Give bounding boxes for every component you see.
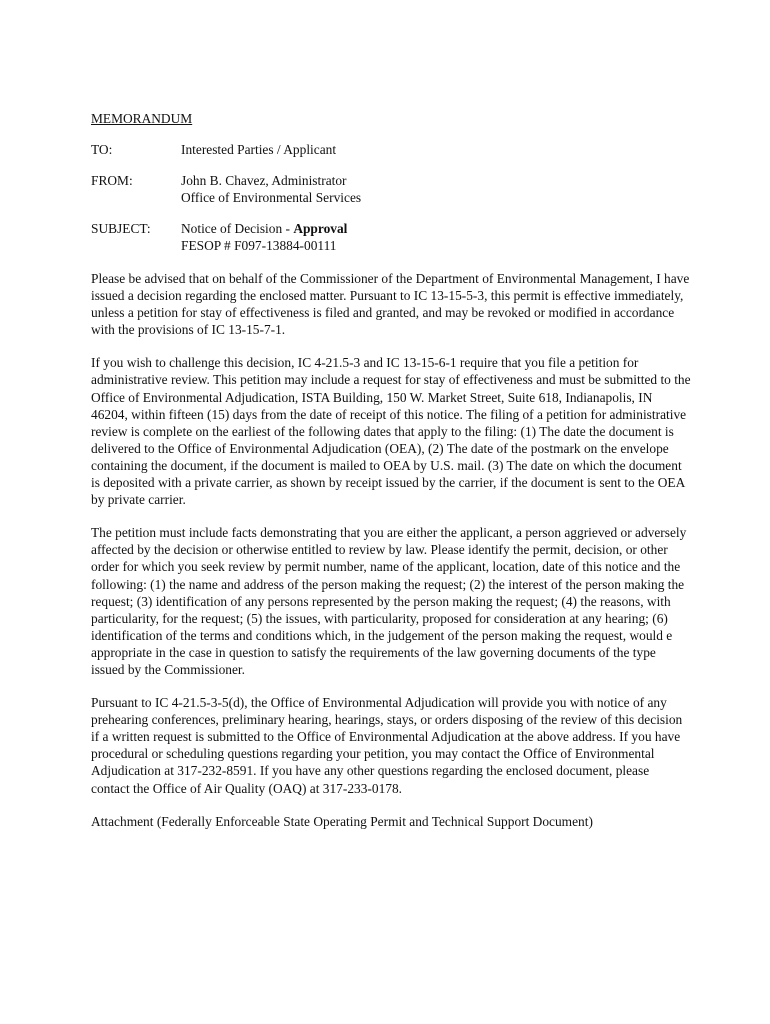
paragraph-procedures: Pursuant to IC 4-21.5-3-5(d), the Office of Environmental Adjudication will provide you with notice of any prehearing conferences, preliminary hearing, hearings, stays, or orders disposing of the review of this decision if a written request is submitted to the Office of Environmental Adjudication at the above address. If you have procedural or scheduling questions regarding your petition, you may contact the Office of Environmental Adjudication at 317-232-8591. If you have any other questions regarding the enclosed document, please contact the Office of Air Quality (OAQ) at 317-233-0178. xyxy=(91,695,683,796)
from-office: Office of Environmental Services xyxy=(181,190,362,205)
memo-to-row xyxy=(91,141,691,158)
paragraph-petition-contents: The petition must include facts demonstrating that you are either the applicant, a person aggrieved or adversely affected by the decision or otherwise entitled to review by law. Please identify the permit, decision, or other order for which you seek review by permit number, name of the applicant, location, date of this notice and the following: (1) the name and address of the person making the request; (2) the interest of the person making the request; (3) identification of any persons represented by the person making the request; (4) the reasons, with particularity, for the request; (5) the issues, with particularity, proposed for consideration at any hearing; (6) identification of the terms and conditions which, in the judgement of the person making the request, would e appropriate in the case in question to satisfy the requirements of the law governing documents of the type issued by the Commissioner. xyxy=(91,525,687,677)
subject-permit-number: FESOP # F097-13884-00111 xyxy=(181,238,337,253)
memo-from-row xyxy=(91,172,691,206)
from-name: John B. Chavez, Administrator xyxy=(181,173,347,188)
paragraph-petition: If you wish to challenge this decision, IC 4-21.5-3 and IC 13-15-6-1 require that you file a petition for administrative review. This petition may include a request for stay of effectiveness and must be submitted to the Office of Environmental Adjudication, ISTA Building, 150 W. Market Street, Suite 618, Indianapolis, IN 46204, within fifteen (15) days from the date of receipt of this notice. The filing of a petition for administrative review is complete on the earliest of the following dates that apply to the filing: (1) The date the document is delivered to the Office of Environmental Adjudication (OEA), (2) The date of the postmark on the envelope containing the document, if the document is mailed to OEA by U.S. mail. (3) The date on which the document is deposited with a private carrier, as shown by receipt issued by the carrier, if the document is sent to the OEA by private carrier. xyxy=(91,355,691,508)
from-label: FROM: xyxy=(91,173,133,188)
attachment-note: Attachment (Federally Enforceable State Operating Permit and Technical Support Document) xyxy=(91,813,593,829)
subject-line-1 xyxy=(181,220,691,237)
paragraph-decision: Please be advised that on behalf of the Commissioner of the Department of Environmental Management, I have issued a decision regarding the enclosed matter. Pursuant to IC 13-15-5-3, this permit is effective immediately, unless a petition for stay of effectiveness is filed and granted, and may be revoked or modified in accordance with the provisions of IC 13-15-7-1. xyxy=(91,271,690,338)
to-label: TO: xyxy=(91,142,113,157)
subject-prefix: Notice of Decision - xyxy=(181,221,294,236)
to-value: Interested Parties / Applicant xyxy=(181,142,337,157)
subject-label: SUBJECT: xyxy=(91,221,151,236)
memo-subject-row xyxy=(91,220,691,254)
memo-page xyxy=(91,110,691,846)
memo-title: MEMORANDUM xyxy=(91,111,193,126)
subject-decision: Approval xyxy=(293,221,348,236)
